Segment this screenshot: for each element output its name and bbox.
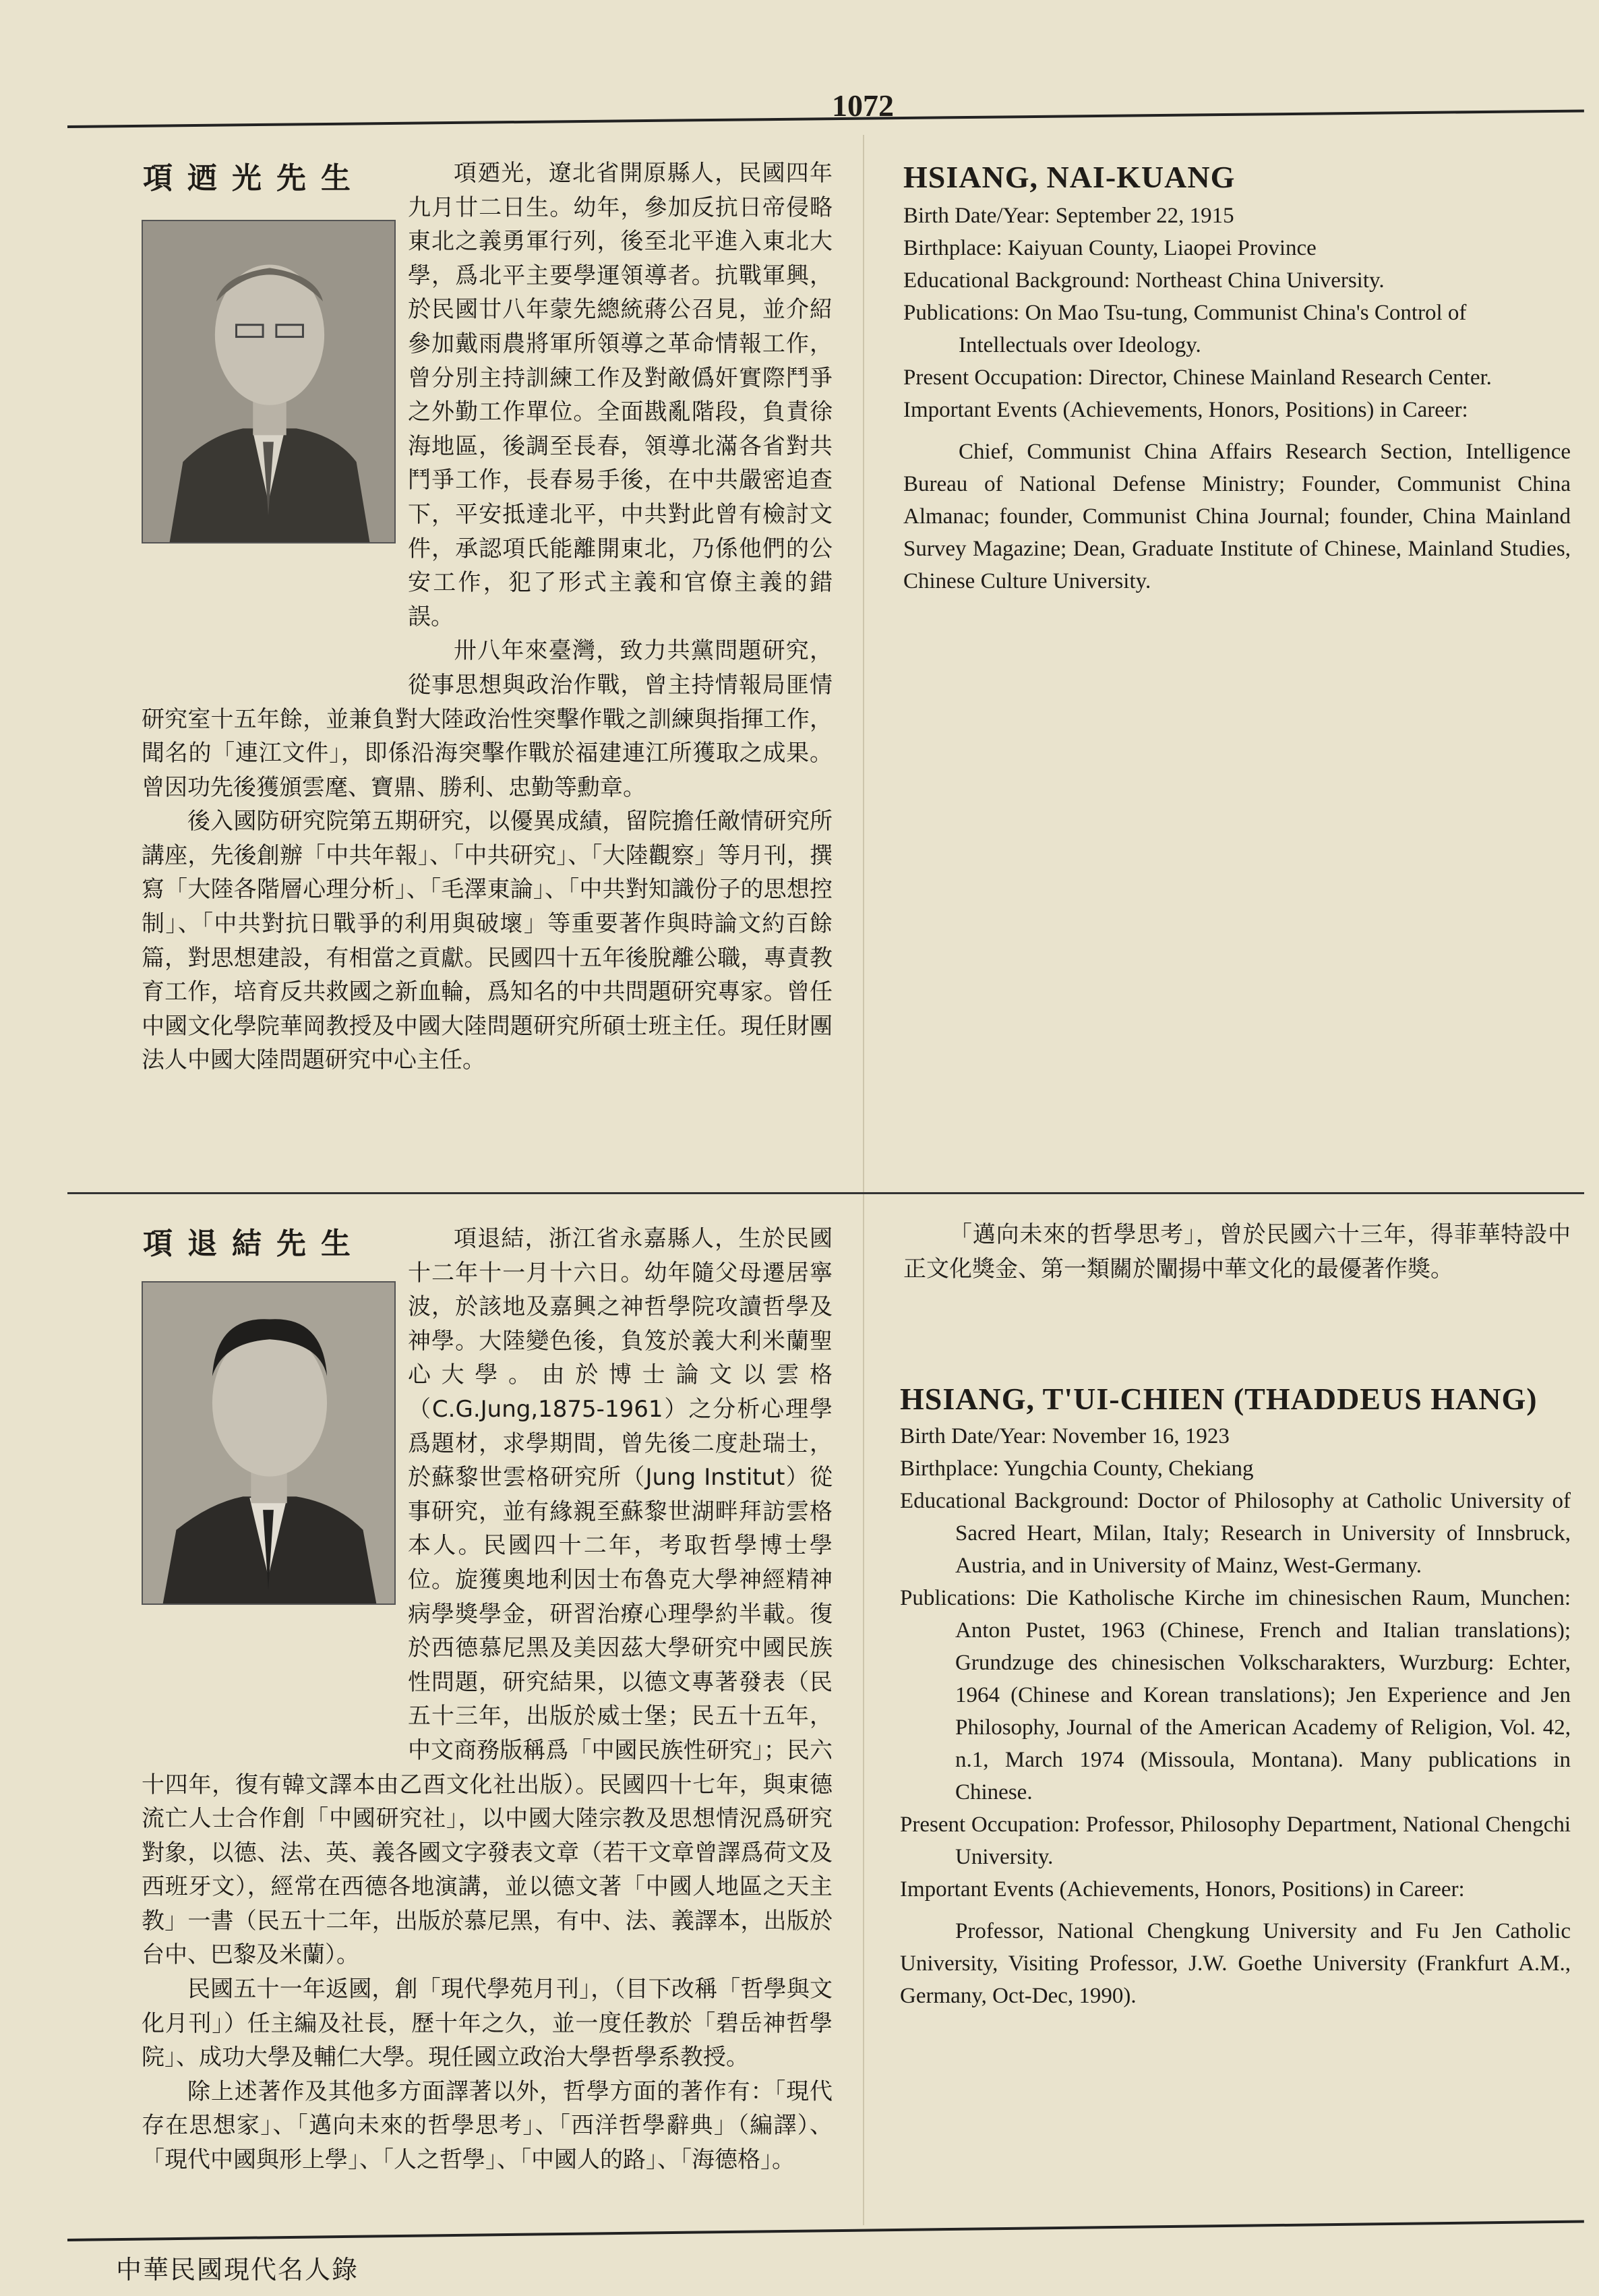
entry2-career: Professor, National Chengkung University and Fu Jen Catholic University, Visiting Professor, J.W. Goethe University (Frankfurt A.M., Germany, Oct-Dec, 1990). <box>900 1919 1571 2008</box>
entry1-field-birth-date: Birth Date/Year: September 22, 1915 <box>903 204 1234 228</box>
entry2-chinese-name: 項退結先生 <box>143 1227 365 1261</box>
entry2-zh-paragraph: 除上述著作及其他多方面譯著以外，哲學方面的著作有：「現代存在思想家」、「邁向未來的哲學思考」、「西洋哲學辭典」（編譯）、「現代中國與形上學」、「人之哲學」、「中國人的路」、「海德格」。 <box>142 2078 833 2174</box>
entry1-field-publications: Publications: On Mao Tsu-tung, Communist China's Control of Intellectuals over Ideology. <box>903 301 1467 357</box>
entry1-zh-paragraph: 後入國防研究院第五期研究，以優異成績，留院擔任敵情研究所講座，先後創辦「中共年報」、「中共研究」、「大陸觀察」等月刊，撰寫「大陸各階層心理分析」、「毛澤東論」、「中共對知識份子的思想控制」、「中共對抗日戰爭的利用與破壞」等重要著作與時論文約百餘篇，對思想建設，有相當之貢獻。民國四十五年後脫離公職，專責教育工作，培育反共救國之新血輪，爲知名的中共問題研究專家。曾任中國文化學院華岡教授及中國大陸問題研究所碩士班主任。現任財團法人中國大陸問題研究中心主任。 <box>142 808 833 1074</box>
entry1-english-name: HSIANG, NAI-KUANG <box>903 160 1236 194</box>
entry1-field-occupation: Present Occupation: Director, Chinese Mainland Research Center. <box>903 365 1492 390</box>
entry1-zh-paragraph: 項廼光，遼北省開原縣人，民國四年九月廿二日生。幼年，參加反抗日帝侵略東北之義勇軍行列，後至北平進入東北大學，爲北平主要學運領導者。抗戰軍興，於民國廿八年蒙先總統蔣公召見，並介紹參加戴雨農將軍所領導之革命情報工作，曾分別主持訓練工作及對敵僞奸實際鬥爭之外勤工作單位。全面戡亂階段，負責徐海地區，後調至長春，領導北滿各省對共鬥爭工作，長春易手後，在中共嚴密追查下，平安抵達北平，中共對此曾有檢討文件，承認項氏能離開東北，乃係他們的公安工作，犯了形式主義和官僚主義的錯誤。 <box>408 160 833 630</box>
entry2-zh-continued-paragraph: 「邁向未來的哲學思考」，曾於民國六十三年，得菲華特設中正文化獎金、第一類關於闡揚中華文化的最優著作獎。 <box>903 1221 1571 1283</box>
entry1-career: Chief, Communist China Affairs Research Section, Intelligence Bureau of National Defense Ministry; Founder, Communist China Almanac; founder, Communist China Journal; founder, China Mainland Survey Magazine; Dean, Graduate Institute of Chinese, Mainland Studies, Chinese Culture University. <box>903 440 1571 593</box>
entry1-zh-paragraph: 卅八年來臺灣，致力共黨問題研究，從事思想與政治作戰，曾主持情報局匪情研究室十五年餘，並兼負對大陸政治性突擊作戰之訓練與指揮工作，聞名的「連江文件」，即係沿海突擊作戰於福建連江所獲取之成果。曾因功先後獲頒雲麾、寶鼎、勝利、忠勤等勳章。 <box>142 637 833 801</box>
column-divider <box>863 135 864 2225</box>
section-divider <box>67 1192 1584 1194</box>
entry2-field-education: Educational Background: Doctor of Philosophy at Catholic University of Sacred Heart, Milan, Italy; Research in University of Innsbruck, Austria, and in University of Mainz, West-Germany. <box>900 1489 1571 1578</box>
entry2-chinese-biography <box>142 1222 833 2177</box>
page-number: 1072 <box>832 88 894 123</box>
footer-book-title: 中華民國現代名人錄 <box>116 2255 359 2285</box>
entry2-field-events: Important Events (Achievements, Honors, Positions) in Career: <box>900 1877 1465 1902</box>
entry2-field-birth-date: Birth Date/Year: November 16, 1923 <box>900 1424 1230 1448</box>
entry2-zh-paragraph: 項退結，浙江省永嘉縣人，生於民國十二年十一月十六日。幼年隨父母遷居寧波，於該地及嘉興之神哲學院攻讀哲學及神學。大陸變色後，負笈於義大利米蘭聖心大學。由於博士論文以雲格（C.G.Jung,1875-1961）之分析心理學爲題材，求學期間，曾先後二度赴瑞士，於蘇黎世雲格研究所（Jung Institut）從事研究，並有緣親至蘇黎世湖畔拜訪雲格本人。民國四十二年，考取哲學博士學位。旋獲奧地利因士布魯克大學神經精神病學獎學金，研習治療心理學約半載。復於西德慕尼黑及美因茲大學研究中國民族性問題，研究結果，以德文專著發表（民五十三年，出版於威士堡；民五十五年，中文商務版稱爲「中國民族性研究」；民六十四年，復有韓文譯本由乙酉文化社出版）。民國四十七年，與東德流亡人士合作創「中國研究社」，以中國大陸宗教及思想情況爲研究對象，以德、法、英、義各國文字發表文章（若干文章曾譯爲荷文及西班牙文），經常在西德各地演講，並以德文著「中國人地區之天主教」一書（民五十二年，出版於慕尼黑，有中、法、義譯本，出版於台中、巴黎及米蘭）。 <box>142 1225 833 1969</box>
entry2-zh-paragraph: 民國五十一年返國，創「現代學苑月刊」，（目下改稱「哲學與文化月刊」）任主編及社長，歷十年之久，並一度任教於「碧岳神哲學院」、成功大學及輔仁大學。現任國立政治大學哲學系教授。 <box>142 1976 833 2071</box>
bottom-rule <box>67 2220 1584 2241</box>
entry1-field-birthplace: Birthplace: Kaiyuan County, Liaopei Province <box>903 236 1317 260</box>
entry1-english-details <box>903 200 1571 597</box>
entry2-english-details <box>900 1420 1571 2012</box>
entry2-english-name: HSIANG, T'UI-CHIEN (THADDEUS HANG) <box>900 1382 1538 1416</box>
entry2-chinese-continued <box>903 1218 1571 1286</box>
entry2-field-publications: Publications: Die Katholische Kirche im chinesischen Raum, Munchen: Anton Pustet, 1963 (Chinese, French and Italian translations); Grundzuge des chinesischen Volkscharakters, Wurzburg: Echter, 1964 (Chinese and Korean translations); Jen Experience and Jen Philosophy, Journal of the American Academy of Religion, Vol. 42, n.1, March 1974 (Missoula, Montana). Many publications in Chinese. <box>900 1586 1571 1804</box>
entry2-field-occupation: Present Occupation: Professor, Philosophy Department, National Chengchi University. <box>900 1813 1571 1869</box>
entry1-chinese-biography <box>142 156 833 1078</box>
entry1-field-events: Important Events (Achievements, Honors, Positions) in Career: <box>903 398 1468 422</box>
entry1-field-education: Educational Background: Northeast China University. <box>903 268 1385 293</box>
entry2-field-birthplace: Birthplace: Yungchia County, Chekiang <box>900 1456 1254 1481</box>
entry1-chinese-name: 項迺光先生 <box>143 161 365 196</box>
